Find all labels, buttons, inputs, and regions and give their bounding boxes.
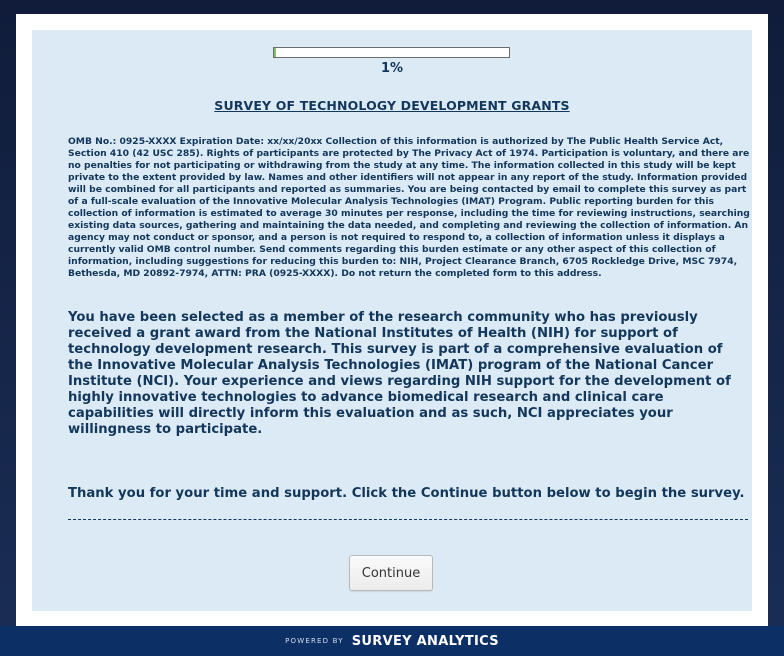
survey-container [16, 14, 768, 626]
progress-bar [273, 47, 510, 58]
footer-bar [0, 626, 784, 656]
continue-button[interactable]: Continue [349, 555, 433, 591]
survey-title: SURVEY OF TECHNOLOGY DEVELOPMENT GRANTS [214, 98, 570, 113]
progress-percent: 1% [380, 61, 404, 76]
intro-paragraph: You have been selected as a member of the research community who has previously received a grant award from the National Institutes of Health (NIH) for support of technology development research. This survey is part of a comprehensive evaluation of the Innovative Molecular Analysis Technologies (IMAT) program of the National Cancer Institute (NCI). Your experience and views regarding NIH support for the development of highly innovative technologies to advance biomedical research and clinical care capabilities will directly inform this evaluation and as such, NCI appreciates your willingness to participate. [68, 310, 731, 437]
thank-you-message: Thank you for your time and support. Click the Continue button below to begin the survey. [68, 486, 745, 501]
omb-notice: OMB No.: 0925-XXXX Expiration Date: xx/xx/20xx Collection of this information is authorized by The Public Health Service Act, Section 410 (42 USC 285). Rights of participants are protected by The Privacy Act of 1974. Participation is voluntary, and there are no penalties for not participating or withdrawing from the study at any time. The information collected in this study will be kept private to the extent provided by law. Names and other identifiers will not appear in any report of the study. Information provided will be combined for all participants and reported as summaries. You are being contacted by email to complete this survey as part of a full-scale evaluation of the Innovative Molecular Analysis Technologies (IMAT) Program. Public reporting burden for this collection of information is estimated to average 30 minutes per response, including the time for reviewing instructions, searching existing data sources, gathering and maintaining the data needed, and completing and reviewing the collection of information. An agency may not conduct or sponsor, and a person is not required to respond to, a collection of information unless it displays a currently valid OMB control number. Send comments regarding this burden estimate or any other aspect of this collection of information, including suggestions for reducing this burden to: NIH, Project Clearance Branch, 6705 Rockledge Drive, MSC 7974, Bethesda, MD 20892-7974, ATTN: PRA (0925-XXXX). Do not return the completed form to this address. [68, 136, 750, 279]
powered-by-label: POWERED BY [285, 637, 344, 645]
progress-fill [274, 48, 276, 57]
dashed-divider [68, 519, 748, 520]
survey-panel [32, 30, 752, 611]
footer-brand-logo: SURVEY ANALYTICS [351, 633, 499, 649]
